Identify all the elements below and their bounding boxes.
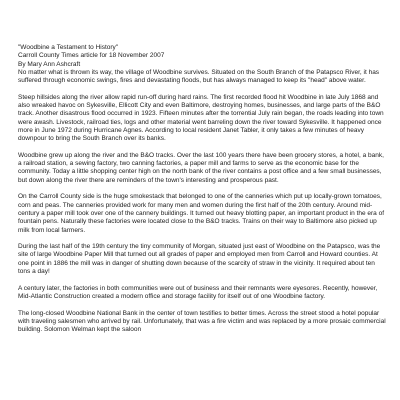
paragraph-national-bank: The long-closed Woodbine National Bank in the center of town testifies to better times. Across the street stood a hotel popular with traveling salesmen who arrived by rail. Unfortunately, that was a fire victim and was replaced by a more prosaic commercial building. Solomon Welman kept the saloon: [18, 309, 386, 334]
paragraph-town-growth: Woodbine grew up along the river and the B&O tracks. Over the last 100 years there have been grocery stores, a hotel, a bank, a railroad station, a sewing factory, two canning factories, a paper mill and farms to serve as the economic base for the community. Today a little shopping center high on the north bank of the river contains a post office and a few small businesses, but down along the river there are reminders of the town's interesting and prosperous past.: [18, 151, 384, 184]
paragraph-canneries: On the Carroll County side is the huge smokestack that belonged to one of the canneries which put up locally-grown tomatoes, corn and peas. The canneries provided work for many men and women during the first half of the 20th century. Around mid-century a paper mill took over one of the cannery buildings. It turned out heavy blotting paper, an important product in the era of fountain pens. Naturally these factories were located close to the B&O tracks. Trains on their way to Baltimore also picked up milk from local farmers.: [18, 193, 385, 234]
article-source: Carroll County Times article for 18 November 2007: [18, 52, 165, 60]
paragraph-morgan-mill: During the last half of the 19th century the tiny community of Morgan, situated just east of Woodbine on the Patapsco, was the site of large Woodbine Paper Mill that turned out all grades of paper and employed men from Carroll and Howard counties. At one point in 1886 the mill was in danger of shutting down because of the scarcity of straw in the vicinity. It required about ten tons a day!: [18, 243, 381, 276]
paragraph-intro: No matter what is thrown its way, the village of Woodbine survives. Situated on the South Branch of the Patapsco River, it has suffered through economic swings, fires and devastating floods, but has always managed to keep its "head" above water.: [18, 68, 380, 85]
paragraph-factory-remnants: A century later, the factories in both communities were out of business and their remnants were eyesores. Recently, however, Mid-Atlantic Construction created a modern office and storage facility for itself out of one Woodbine factory.: [18, 284, 378, 300]
article-body: [18, 44, 386, 343]
article-header: [18, 44, 386, 69]
article-byline: By Mary Ann Ashcraft: [18, 60, 81, 68]
paragraph-floods: Steep hillsides along the river allow rapid run-off during hard rains. The first recorded flood hit Woodbine in late July 1868 and also wreaked havoc on Sykesville, Ellicott City and even Baltimore, destroying homes, businesses, and large parts of the B&O track. Another disastrous flood occurred in 1923. Fifteen minutes after the torrential July rain began, the roads leading into town were awash. Livestock, railroad ties, logs and other material went barreling down the river toward Sykesville. It happened once more in June 1972 during Hurricane Agnes. According to local resident Janet Tabler, it only takes a few minutes of heavy downpour to bring the South Branch over its banks.: [18, 93, 384, 143]
article-title: "Woodbine a Testament to History": [18, 44, 119, 51]
